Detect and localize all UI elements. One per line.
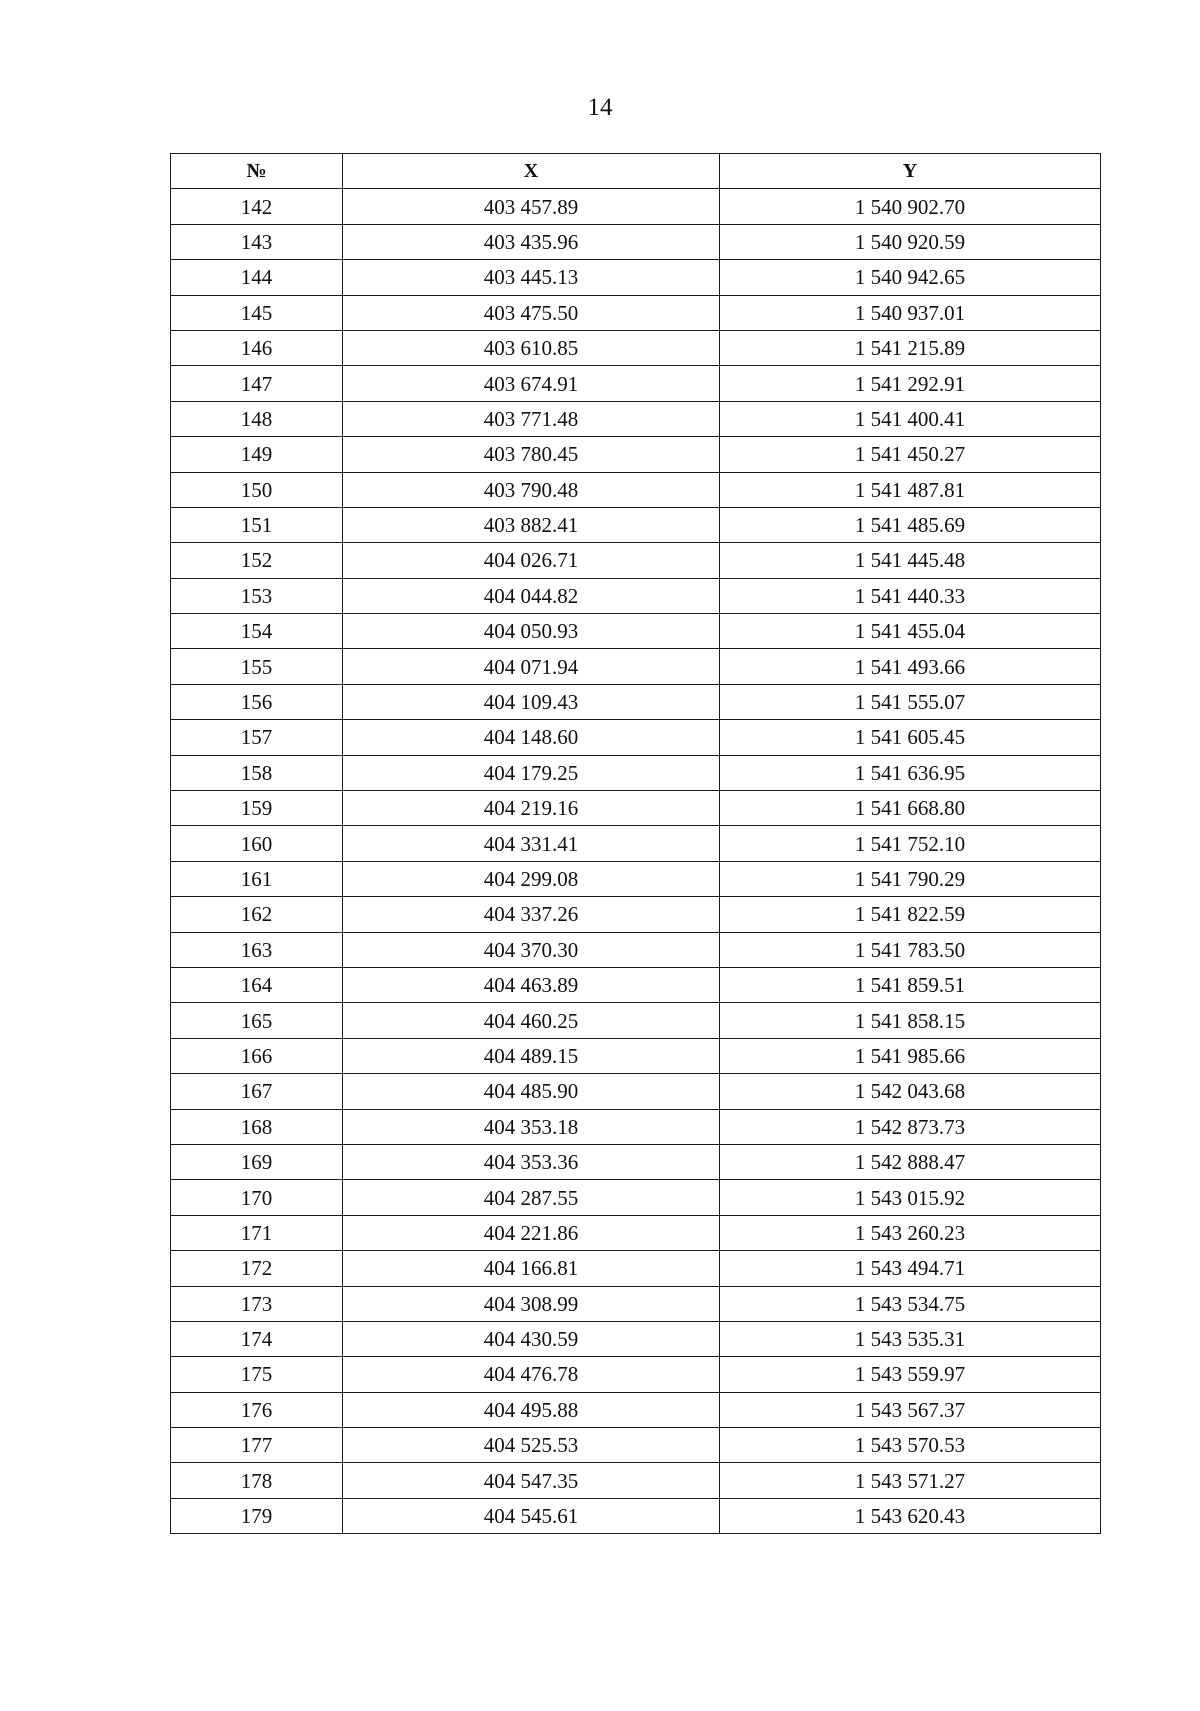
- cell-x: 404 353.36: [343, 1144, 720, 1179]
- cell-y: 1 541 985.66: [720, 1038, 1101, 1073]
- cell-x: 404 353.18: [343, 1109, 720, 1144]
- table-row: [171, 684, 1101, 719]
- cell-y: 1 541 445.48: [720, 543, 1101, 578]
- cell-x: 404 331.41: [343, 826, 720, 861]
- cell-number: 148: [171, 401, 343, 436]
- cell-y: 1 541 493.66: [720, 649, 1101, 684]
- cell-x: 404 044.82: [343, 578, 720, 613]
- cell-x: 404 495.88: [343, 1392, 720, 1427]
- cell-x: 403 674.91: [343, 366, 720, 401]
- table-row: [171, 1251, 1101, 1286]
- cell-number: 169: [171, 1144, 343, 1179]
- header-x: X: [343, 154, 720, 189]
- cell-x: 403 457.89: [343, 189, 720, 224]
- cell-number: 155: [171, 649, 343, 684]
- table-row: [171, 649, 1101, 684]
- cell-y: 1 543 494.71: [720, 1251, 1101, 1286]
- cell-y: 1 541 783.50: [720, 932, 1101, 967]
- cell-x: 404 337.26: [343, 897, 720, 932]
- header-row: [171, 154, 1101, 189]
- header-number: №: [171, 154, 343, 189]
- cell-y: 1 541 636.95: [720, 755, 1101, 790]
- cell-x: 404 545.61: [343, 1498, 720, 1533]
- table-row: [171, 1428, 1101, 1463]
- cell-y: 1 543 570.53: [720, 1428, 1101, 1463]
- cell-y: 1 543 260.23: [720, 1215, 1101, 1250]
- table-row: [171, 1109, 1101, 1144]
- cell-x: 403 780.45: [343, 437, 720, 472]
- cell-y: 1 541 215.89: [720, 330, 1101, 365]
- cell-y: 1 540 942.65: [720, 260, 1101, 295]
- cell-x: 404 219.16: [343, 791, 720, 826]
- cell-x: 404 287.55: [343, 1180, 720, 1215]
- table-row: [171, 1144, 1101, 1179]
- cell-x: 404 148.60: [343, 720, 720, 755]
- table-row: [171, 791, 1101, 826]
- cell-x: 404 485.90: [343, 1074, 720, 1109]
- table-row: [171, 755, 1101, 790]
- cell-y: 1 541 790.29: [720, 861, 1101, 896]
- cell-number: 172: [171, 1251, 343, 1286]
- table-row: [171, 720, 1101, 755]
- cell-number: 159: [171, 791, 343, 826]
- cell-x: 404 489.15: [343, 1038, 720, 1073]
- cell-x: 404 221.86: [343, 1215, 720, 1250]
- table-row: [171, 472, 1101, 507]
- cell-x: 404 071.94: [343, 649, 720, 684]
- cell-y: 1 541 605.45: [720, 720, 1101, 755]
- cell-number: 156: [171, 684, 343, 719]
- table-row: [171, 1215, 1101, 1250]
- cell-y: 1 541 487.81: [720, 472, 1101, 507]
- cell-x: 404 308.99: [343, 1286, 720, 1321]
- header-y: Y: [720, 154, 1101, 189]
- table-row: [171, 897, 1101, 932]
- cell-x: 404 109.43: [343, 684, 720, 719]
- cell-number: 157: [171, 720, 343, 755]
- cell-number: 149: [171, 437, 343, 472]
- cell-y: 1 541 668.80: [720, 791, 1101, 826]
- cell-x: 403 771.48: [343, 401, 720, 436]
- table-row: [171, 1038, 1101, 1073]
- cell-y: 1 540 902.70: [720, 189, 1101, 224]
- cell-x: 404 026.71: [343, 543, 720, 578]
- cell-y: 1 541 859.51: [720, 967, 1101, 1002]
- table-row: [171, 826, 1101, 861]
- cell-number: 143: [171, 224, 343, 259]
- cell-y: 1 543 535.31: [720, 1321, 1101, 1356]
- cell-y: 1 541 440.33: [720, 578, 1101, 613]
- cell-x: 404 370.30: [343, 932, 720, 967]
- cell-number: 150: [171, 472, 343, 507]
- cell-x: 404 463.89: [343, 967, 720, 1002]
- cell-y: 1 542 873.73: [720, 1109, 1101, 1144]
- cell-number: 178: [171, 1463, 343, 1498]
- cell-y: 1 543 571.27: [720, 1463, 1101, 1498]
- cell-number: 168: [171, 1109, 343, 1144]
- cell-number: 160: [171, 826, 343, 861]
- cell-number: 153: [171, 578, 343, 613]
- cell-y: 1 541 455.04: [720, 614, 1101, 649]
- cell-y: 1 543 015.92: [720, 1180, 1101, 1215]
- cell-number: 158: [171, 755, 343, 790]
- cell-number: 147: [171, 366, 343, 401]
- cell-y: 1 541 822.59: [720, 897, 1101, 932]
- table-body: [171, 189, 1101, 1534]
- table-row: [171, 543, 1101, 578]
- cell-number: 167: [171, 1074, 343, 1109]
- table-row: [171, 330, 1101, 365]
- cell-x: 403 435.96: [343, 224, 720, 259]
- cell-x: 403 882.41: [343, 507, 720, 542]
- cell-number: 144: [171, 260, 343, 295]
- cell-y: 1 540 937.01: [720, 295, 1101, 330]
- cell-y: 1 543 620.43: [720, 1498, 1101, 1533]
- cell-x: 403 790.48: [343, 472, 720, 507]
- cell-x: 403 610.85: [343, 330, 720, 365]
- cell-number: 170: [171, 1180, 343, 1215]
- table-row: [171, 224, 1101, 259]
- table-row: [171, 861, 1101, 896]
- cell-number: 154: [171, 614, 343, 649]
- cell-x: 403 445.13: [343, 260, 720, 295]
- table-header: [171, 154, 1101, 189]
- cell-number: 162: [171, 897, 343, 932]
- cell-y: 1 542 888.47: [720, 1144, 1101, 1179]
- table-row: [171, 614, 1101, 649]
- table-row: [171, 507, 1101, 542]
- table-row: [171, 1321, 1101, 1356]
- cell-y: 1 541 858.15: [720, 1003, 1101, 1038]
- table-row: [171, 295, 1101, 330]
- cell-x: 404 547.35: [343, 1463, 720, 1498]
- cell-number: 177: [171, 1428, 343, 1463]
- table-row: [171, 1498, 1101, 1533]
- table-row: [171, 401, 1101, 436]
- table-row: [171, 1180, 1101, 1215]
- cell-number: 176: [171, 1392, 343, 1427]
- cell-x: 403 475.50: [343, 295, 720, 330]
- table-row: [171, 437, 1101, 472]
- page-number: 14: [587, 94, 613, 121]
- cell-number: 145: [171, 295, 343, 330]
- cell-x: 404 430.59: [343, 1321, 720, 1356]
- cell-number: 175: [171, 1357, 343, 1392]
- cell-y: 1 543 567.37: [720, 1392, 1101, 1427]
- coordinates-table: [170, 153, 1101, 1534]
- cell-x: 404 460.25: [343, 1003, 720, 1038]
- cell-number: 163: [171, 932, 343, 967]
- cell-x: 404 050.93: [343, 614, 720, 649]
- cell-y: 1 541 555.07: [720, 684, 1101, 719]
- cell-number: 161: [171, 861, 343, 896]
- cell-x: 404 476.78: [343, 1357, 720, 1392]
- table-row: [171, 366, 1101, 401]
- cell-number: 166: [171, 1038, 343, 1073]
- cell-x: 404 525.53: [343, 1428, 720, 1463]
- table-row: [171, 1463, 1101, 1498]
- cell-y: 1 543 559.97: [720, 1357, 1101, 1392]
- table-row: [171, 260, 1101, 295]
- table-row: [171, 1286, 1101, 1321]
- cell-number: 151: [171, 507, 343, 542]
- cell-number: 164: [171, 967, 343, 1002]
- table-row: [171, 1392, 1101, 1427]
- cell-number: 146: [171, 330, 343, 365]
- cell-number: 142: [171, 189, 343, 224]
- cell-y: 1 541 752.10: [720, 826, 1101, 861]
- cell-y: 1 541 400.41: [720, 401, 1101, 436]
- table-row: [171, 967, 1101, 1002]
- cell-number: 165: [171, 1003, 343, 1038]
- table-row: [171, 1357, 1101, 1392]
- table-row: [171, 578, 1101, 613]
- cell-y: 1 541 485.69: [720, 507, 1101, 542]
- table-row: [171, 1003, 1101, 1038]
- cell-number: 174: [171, 1321, 343, 1356]
- table-row: [171, 189, 1101, 224]
- cell-number: 171: [171, 1215, 343, 1250]
- cell-number: 173: [171, 1286, 343, 1321]
- cell-number: 179: [171, 1498, 343, 1533]
- table-row: [171, 932, 1101, 967]
- cell-y: 1 543 534.75: [720, 1286, 1101, 1321]
- cell-number: 152: [171, 543, 343, 578]
- cell-y: 1 542 043.68: [720, 1074, 1101, 1109]
- cell-y: 1 541 450.27: [720, 437, 1101, 472]
- cell-x: 404 166.81: [343, 1251, 720, 1286]
- table-row: [171, 1074, 1101, 1109]
- cell-x: 404 179.25: [343, 755, 720, 790]
- cell-y: 1 541 292.91: [720, 366, 1101, 401]
- cell-y: 1 540 920.59: [720, 224, 1101, 259]
- cell-x: 404 299.08: [343, 861, 720, 896]
